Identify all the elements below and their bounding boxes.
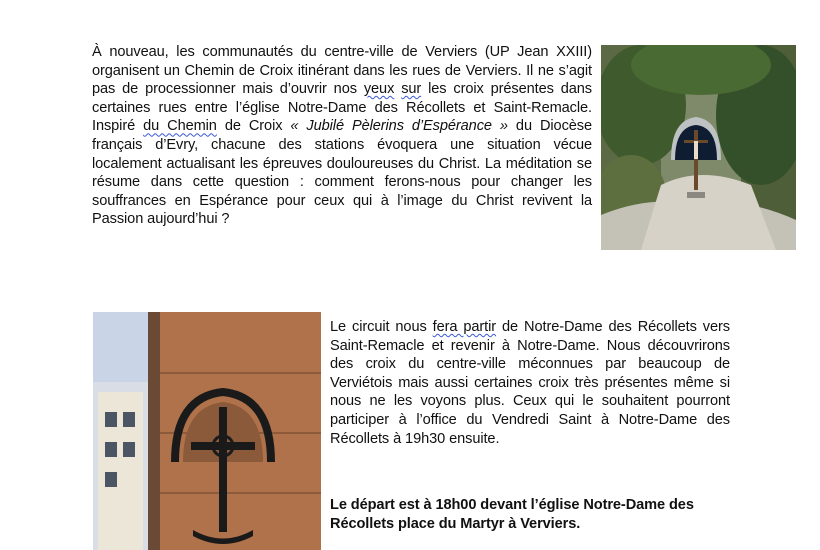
wall-crucifix-photo (601, 45, 796, 250)
text-run: de Notre-Dame des Récollets vers Saint-Remacle et revenir à Notre-Dame. Nous découvrirons des croix du centre-ville méconnues par beaucoup de Verviétois mais aussi certaines croix très présentes même si nous ne les voyons plus. Ceux qui le souhaitent pourront participer à l’office du Vendredi Saint à Notre-Dame des Récollets à 19h30 ensuite. (330, 319, 730, 447)
text-run: Le circuit nous (330, 319, 433, 335)
spellcheck-word: yeux (363, 81, 395, 98)
circuit-paragraph (330, 318, 730, 448)
spellcheck-word: du Chemin (143, 118, 217, 135)
spellcheck-word: fera partir (432, 319, 497, 335)
intro-paragraph (92, 43, 592, 229)
text-run: de Croix (216, 118, 291, 135)
text-run: les croix présentes dans certaines rues entre l’église Notre-Dame des Récollets et Saint-Remacle. Inspiré (92, 81, 592, 135)
text-run: À nouveau, les communautés du centre-ville de Verviers (UP Jean XXIII) organisent un Chemin de Croix itinérant dans les rues de Verviers. Il ne s’agit pas de processionner mais d’ouvrir nos (92, 44, 592, 98)
iron-cross-photo (93, 312, 321, 550)
italic-title: « Jubilé Pèlerins d’Espérance » (290, 118, 508, 135)
spellcheck-word: sur (401, 81, 422, 98)
text-run: du Diocèse français d’Evry, chacune des stations évoquera une situation vécue localement actualisant les épreuves douloureuses du Christ. La méditation se résume dans cette question : comment ferons-nous pour changer les souffrances en Espérance pour ceux qui à l’image du Christ revivent la Passion aujourd’hui ? (92, 118, 592, 228)
departure-notice: Le départ est à 18h00 devant l’église Notre-Dame des Récollets place du Martyr à Verviers. (330, 497, 694, 532)
